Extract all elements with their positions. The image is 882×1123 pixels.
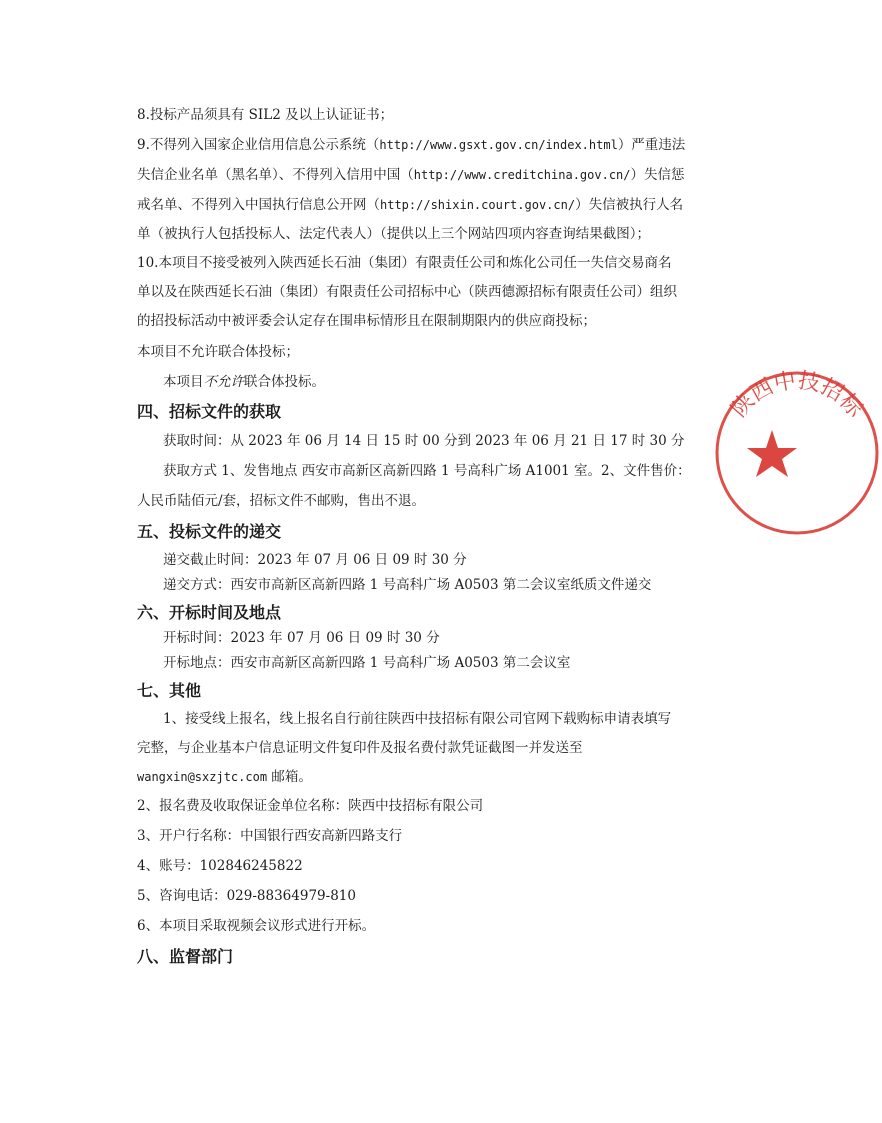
- official-seal-stamp: [712, 368, 882, 538]
- item-8: 8.投标产品须具有 SIL2 及以上认证证书；: [137, 107, 394, 123]
- opening-time: 开标时间：2023 年 07 月 06 日 09 时 30 分: [163, 630, 440, 646]
- item-10-line-3: 的招投标活动中被评委会认定存在围串标情形且在限制期限内的供应商投标；: [137, 313, 596, 329]
- acquire-method-line-2: 人民币陆佰元/套，招标文件不邮购，售出不退。: [137, 493, 426, 509]
- joint-bid-note-2: 本项目不允许联合体投标。: [163, 374, 325, 390]
- seal-text: 陕西中技招标: [726, 368, 868, 423]
- other-item-1-line-1: 1、接受线上报名，线上报名自行前往陕西中技招标有限公司官网下载购标申请表填写: [163, 711, 672, 727]
- submit-deadline: 递交截止时间：2023 年 07 月 06 日 09 时 30 分: [163, 552, 467, 568]
- url-creditchina[interactable]: http://www.creditchina.gov.cn/: [413, 168, 631, 182]
- heading-section-5: 五、投标文件的递交: [137, 522, 282, 541]
- other-item-4: 4、账号：102846245822: [137, 858, 303, 874]
- acquire-time: 获取时间：从 2023 年 06 月 14 日 15 时 00 分到 2023 年 06 月 21 日 17 时 30 分: [163, 433, 685, 449]
- email-line: wangxin@sxzjtc.com 邮箱。: [137, 769, 312, 785]
- other-item-3: 3、开户行名称：中国银行西安高新四路支行: [137, 828, 403, 844]
- submit-method: 递交方式：西安市高新区高新四路 1 号高科广场 A0503 第二会议室纸质文件递交: [163, 577, 652, 593]
- other-item-5: 5、咨询电话：029-88364979-810: [137, 888, 356, 904]
- item-9-line-3: 戒名单、不得列入中国执行信息公开网（http://shixin.court.gov.cn/）失信被执行人名: [137, 197, 684, 213]
- item-10-line-1: 10.本项目不接受被列入陕西延长石油（集团）有限责任公司和炼化公司任一失信交易商名: [137, 255, 672, 271]
- item-9-line-2: 失信企业名单（黑名单）、不得列入信用中国（http://www.creditchina.gov.cn/）失信惩: [137, 167, 685, 183]
- heading-section-8: 八、监督部门: [137, 947, 234, 966]
- heading-section-6: 六、开标时间及地点: [137, 603, 282, 622]
- url-gsxt[interactable]: http://www.gsxt.gov.cn/index.html: [379, 138, 618, 152]
- other-item-6: 6、本项目采取视频会议形式进行开标。: [137, 918, 376, 934]
- item-9-line-1: 9.不得列入国家企业信用信息公示系统（http://www.gsxt.gov.cn/index.html）严重违法: [137, 137, 686, 153]
- seal-star-icon: [747, 430, 797, 477]
- opening-place: 开标地点：西安市高新区高新四路 1 号高科广场 A0503 第二会议室: [163, 655, 571, 671]
- heading-section-7: 七、其他: [137, 681, 202, 700]
- email-link[interactable]: wangxin@sxzjtc.com: [137, 770, 268, 784]
- other-item-2: 2、报名费及收取保证金单位名称：陕西中技招标有限公司: [137, 798, 484, 814]
- heading-section-4: 四、招标文件的获取: [137, 402, 282, 421]
- url-shixin[interactable]: http://shixin.court.gov.cn/: [380, 198, 576, 212]
- item-9-line-4: 单（被执行人包括投标人、法定代表人）（提供以上三个网站四项内容查询结果截图）；: [137, 226, 650, 242]
- acquire-method-line-1: 获取方式 1、发售地点 西安市高新区高新四路 1 号高科广场 A1001 室。2、文件售价：: [163, 463, 691, 479]
- joint-bid-note-1: 本项目不允许联合体投标；: [137, 344, 299, 360]
- item-10-line-2: 单以及在陕西延长石油（集团）有限责任公司招标中心（陕西德源招标有限责任公司）组织: [137, 284, 677, 300]
- other-item-1-line-2: 完整，与企业基本户信息证明文件复印件及报名费付款凭证截图一并发送至: [137, 740, 583, 756]
